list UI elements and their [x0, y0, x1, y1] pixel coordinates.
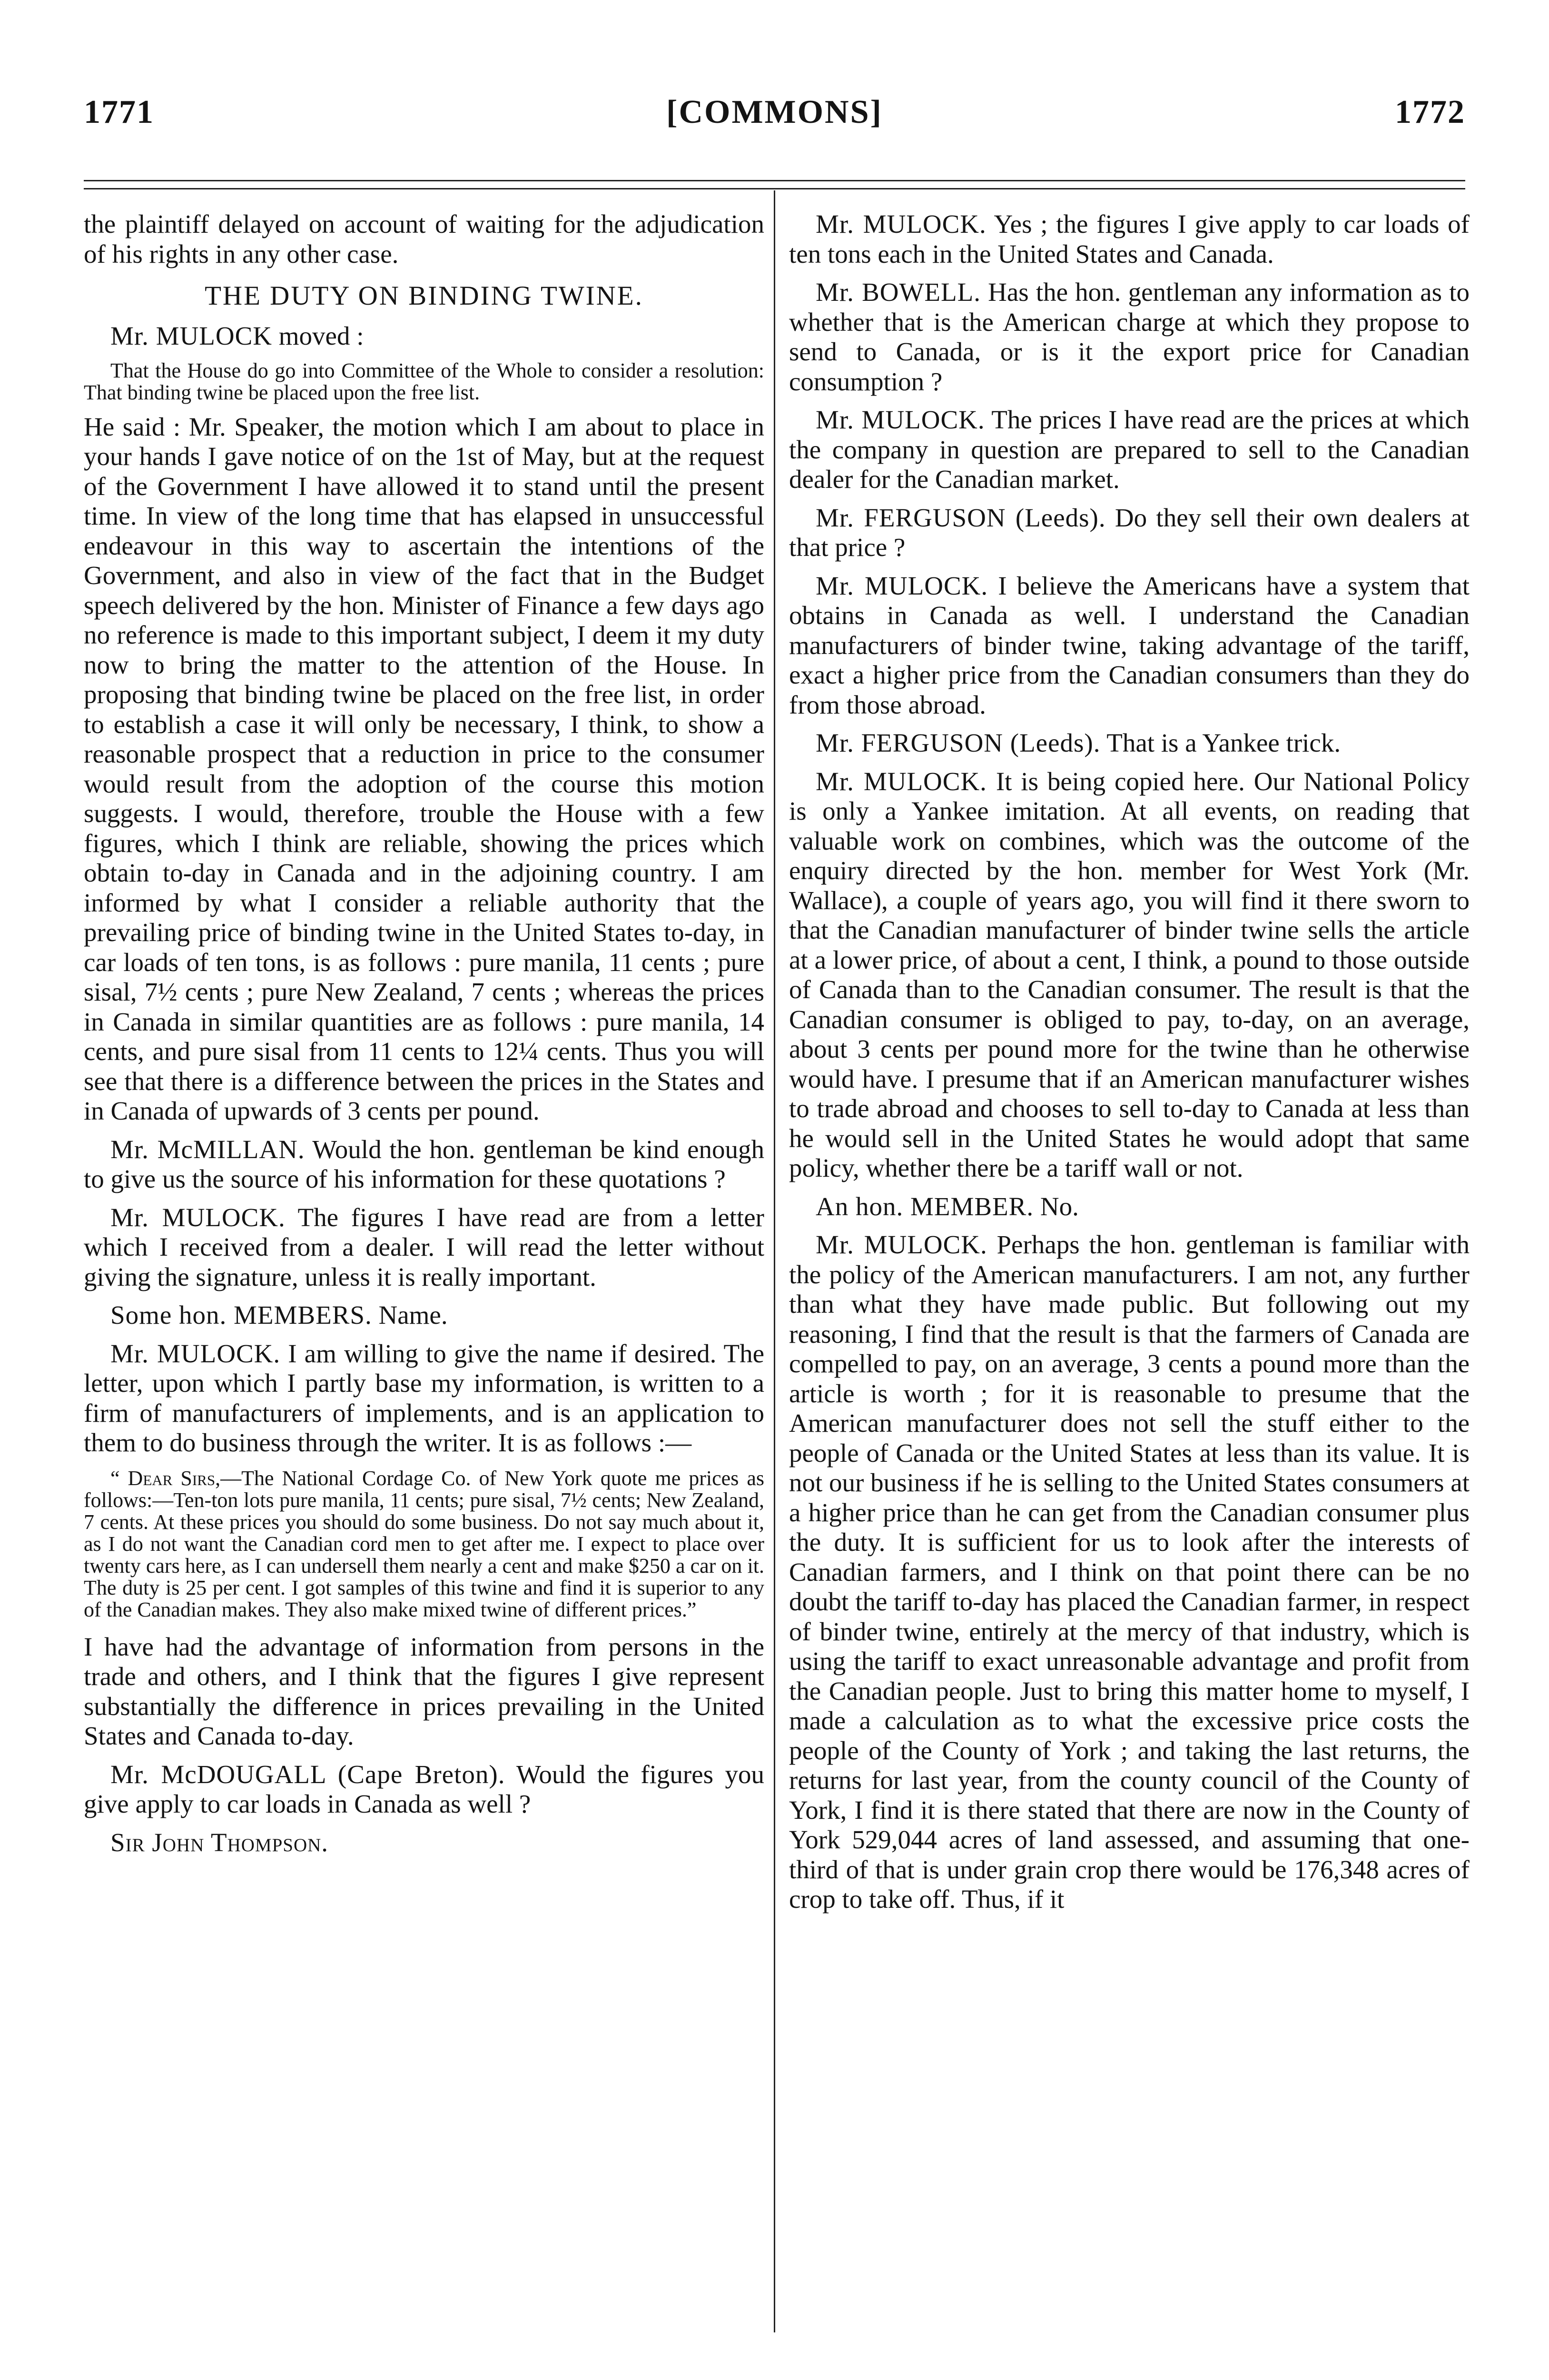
speaker-name: Mr. McDOUGALL (Cape Breton). [110, 1759, 505, 1789]
paragraph [84, 1203, 764, 1292]
page-number-left: 1771 [84, 94, 154, 130]
speaker-name: Mr. FERGUSON (Leeds). [816, 503, 1106, 532]
speech-text: Perhaps the hon. gentleman is familiar with the policy of the American manufacturers. I am not, any further than what they have made public. But following out my reasoning, I find that the result is that the farmers of Canada are compelled to pay, on an average, 3 cents a pound more than the article is worth ; for it is reasonable to presume that the American manufacturer does not sell the stuff either to the people of Canada or the United States at less than its value. It is not our business if he is selling to the United States consumers at a higher price than he can get from the Canadian consumer plus the duty. It is sufficient for us to look after the interests of Canadian farmers, and I think on that point there can be no doubt the tariff to-day has placed the Canadian farmer, in respect of binder twine, entirely at the mercy of that industry, which is using the tariff to exact unreasonable advantage and profit from the Canadian people. Just to bring this matter home to myself, I made a calculation as to what the excessive price costs the people of the County of York ; and taking the last returns, the returns for last year, from the county council of the County of York, I find it is there stated that there are now in the County of York 529,044 acres of land assessed, and assuming that one-third of that is under grain crop there would be 176,348 acres of crop to take off. Thus, if it [789, 1230, 1470, 1914]
speaker-name: Mr. MULOCK. [816, 209, 987, 238]
speech-text: Has the hon. gentleman any information as to whether that is the American charge at which they propose to send to Canada, or is it the export price for Canadian consumption ? [789, 278, 1470, 396]
speech-text: That is a Yankee trick. [1100, 728, 1341, 757]
paragraph [789, 728, 1470, 758]
speaker-name: Mr. MULOCK. [816, 766, 987, 796]
letter-salutation: “ Dear Sirs, [110, 1466, 221, 1490]
speech-text: It is being copied here. Our National Policy is only a Yankee imitation. At all events, on reading that valuable work on combines, which was the outcome of the enquiry directed by the hon. member for West York (Mr. Wallace), a couple of years ago, you will find it there sworn to that the Canadian manufacturer of binder twine sells the article at a lower price, of about a cent, I think, a pound to those outside of Canada than to the Canadian consumer. The result is that the Canadian consumer is obliged to pay, to-day, on an average, about 3 cents per pound more for the twine than he otherwise would have. I presume that if an American manufacturer wishes to trade abroad and chooses to sell to-day to Canada at less than he would sell in the United States he would adopt that same policy, whether there be a tariff wall or not. [789, 766, 1470, 1182]
speaker-name: Mr. MULOCK. [816, 1230, 987, 1259]
paragraph [789, 405, 1470, 495]
paragraph: He said : Mr. Speaker, the motion which I am about to place in your hands I gave notice of on the 1st of May, but at the request of the Government I have allowed it to stand until the present time. In view of the long time that has elapsed in unsuccessful endeavour in this way to ascertain the intentions of the Government, and also in view of the fact that in the Budget speech delivered by the hon. Minister of Finance a few days ago no reference is made to this important subject, I deem it my duty now to bring the matter to the attention of the House. In proposing that binding twine be placed on the free list, in order to establish a case it will only be necessary, I think, to show a reasonable prospect that a reduction in price to the consumer would result from the adoption of the course this motion suggests. I would, therefore, trouble the House with a few figures, which I think are reliable, showing the prices which obtain to-day in Canada and in the adjoining country. I am informed by what I consider a reliable authority that the prevailing price of binding twine in the United States to-day, in car loads of ten tons, is as follows : pure manila, 11 cents ; pure sisal, 7½ cents ; pure New Zealand, 7 cents ; whereas the prices in Canada in similar quantities are as follows : pure manila, 14 cents, and pure sisal from 11 cents to 12¼ cents. Thus you will see that there is a difference between the prices in the States and in Canada of upwards of 3 cents per pound. [84, 412, 764, 1125]
speech-text: The figures I have read are from a letter which I received from a dealer. I will read the letter without giving the signature, unless it is really important. [84, 1202, 764, 1291]
header-rule-bottom [84, 188, 1465, 189]
right-column [789, 209, 1470, 1923]
paragraph [84, 1339, 764, 1458]
speaker-name: Mr. McMILLAN. [110, 1134, 305, 1164]
paragraph [789, 278, 1470, 397]
paragraph [84, 1300, 764, 1330]
page-number-right: 1772 [1395, 94, 1465, 130]
speaker-name: Mr. MULOCK. [110, 1202, 286, 1232]
column-divider [774, 190, 775, 2332]
paragraph [789, 571, 1470, 720]
speech-text: Name. [372, 1300, 448, 1329]
section-heading: THE DUTY ON BINDING TWINE. [205, 281, 643, 311]
section-title: [COMMONS] [666, 94, 883, 130]
speech-text: I believe the Americans have a system that obtains in Canada as well. I understand the Canadian manufacturers of binder twine, taking advantage of the tariff, exact a higher price from the Canadian consumers than they do from those abroad. [789, 571, 1470, 719]
paragraph [789, 503, 1470, 563]
paragraph [789, 1192, 1470, 1222]
paragraph: I have had the advantage of information from persons in the trade and others, and I think that the figures I give represent substantially the difference in prices prevailing in the United States and Canada to-day. [84, 1632, 764, 1750]
paragraph [84, 1135, 764, 1194]
quoted-letter [84, 1468, 764, 1621]
speaker-name: Mr. MULOCK. [110, 1339, 281, 1368]
speaker-name: Mr. MULOCK [110, 321, 273, 350]
speech-text: No. [1034, 1191, 1079, 1221]
speaker-name: Mr. MULOCK. [816, 405, 985, 434]
speech-text: Would the hon. gentleman be kind enough to give us the source of his information for these quotations ? [84, 1134, 764, 1193]
paragraph [84, 321, 764, 351]
speaker-name: Sir John Thompson. [110, 1827, 329, 1857]
paragraph [84, 1760, 764, 1819]
speech-text: Do they sell their own dealers at that price ? [789, 503, 1470, 562]
letter-body: —The National Cordage Co. of New York quote me prices as follows:—Ten-ton lots pure manila, 11 cents; pure sisal, 7½ cents; New Zealand, 7 cents. At these prices you should do some business. Do not say much about it, as I do not want the Canadian cord men to get after me. I expect to place over twenty cars here, as I can undersell them nearly a cent and make $250 a car on it. The duty is 25 per cent. I got samples of this twine and find it is superior to any of the Canadian makes. They also make mixed twine of different prices.” [84, 1466, 764, 1621]
paragraph [84, 1828, 764, 1858]
speech-text: Yes ; the figures I give apply to car loads of ten tons each in the United States and Canada. [789, 209, 1470, 268]
header-rule-top [84, 180, 1465, 181]
motion-text: That the House do go into Committee of the Whole to consider a resolution: That binding twine be placed upon the free list. [84, 358, 764, 404]
paragraph [789, 767, 1470, 1183]
speaker-name: Mr. FERGUSON (Leeds). [816, 728, 1101, 757]
paragraph [789, 1230, 1470, 1914]
paragraph: the plaintiff delayed on account of waiting for the adjudication of his rights in any other case. [84, 209, 764, 268]
left-column [84, 209, 764, 1866]
speaker-name: An hon. MEMBER. [816, 1191, 1034, 1221]
speech-text: I am willing to give the name if desired. The letter, upon which I partly base my information, is written to a firm of manufacturers of implements, and is an application to them to do business through the writer. It is as follows :— [84, 1339, 764, 1457]
page-header [84, 93, 1465, 141]
speaker-name: Some hon. MEMBERS. [110, 1300, 372, 1329]
speaker-name: Mr. BOWELL. [816, 278, 981, 307]
speaker-name: Mr. MULOCK. [816, 571, 988, 600]
speech-text: The prices I have read are the prices at which the company in question are prepared to sell to the Canadian dealer for the Canadian market. [789, 405, 1470, 494]
speech-text: Would the figures you give apply to car loads in Canada as well ? [84, 1759, 764, 1818]
paragraph [789, 209, 1470, 269]
speech-text: moved : [272, 321, 364, 350]
